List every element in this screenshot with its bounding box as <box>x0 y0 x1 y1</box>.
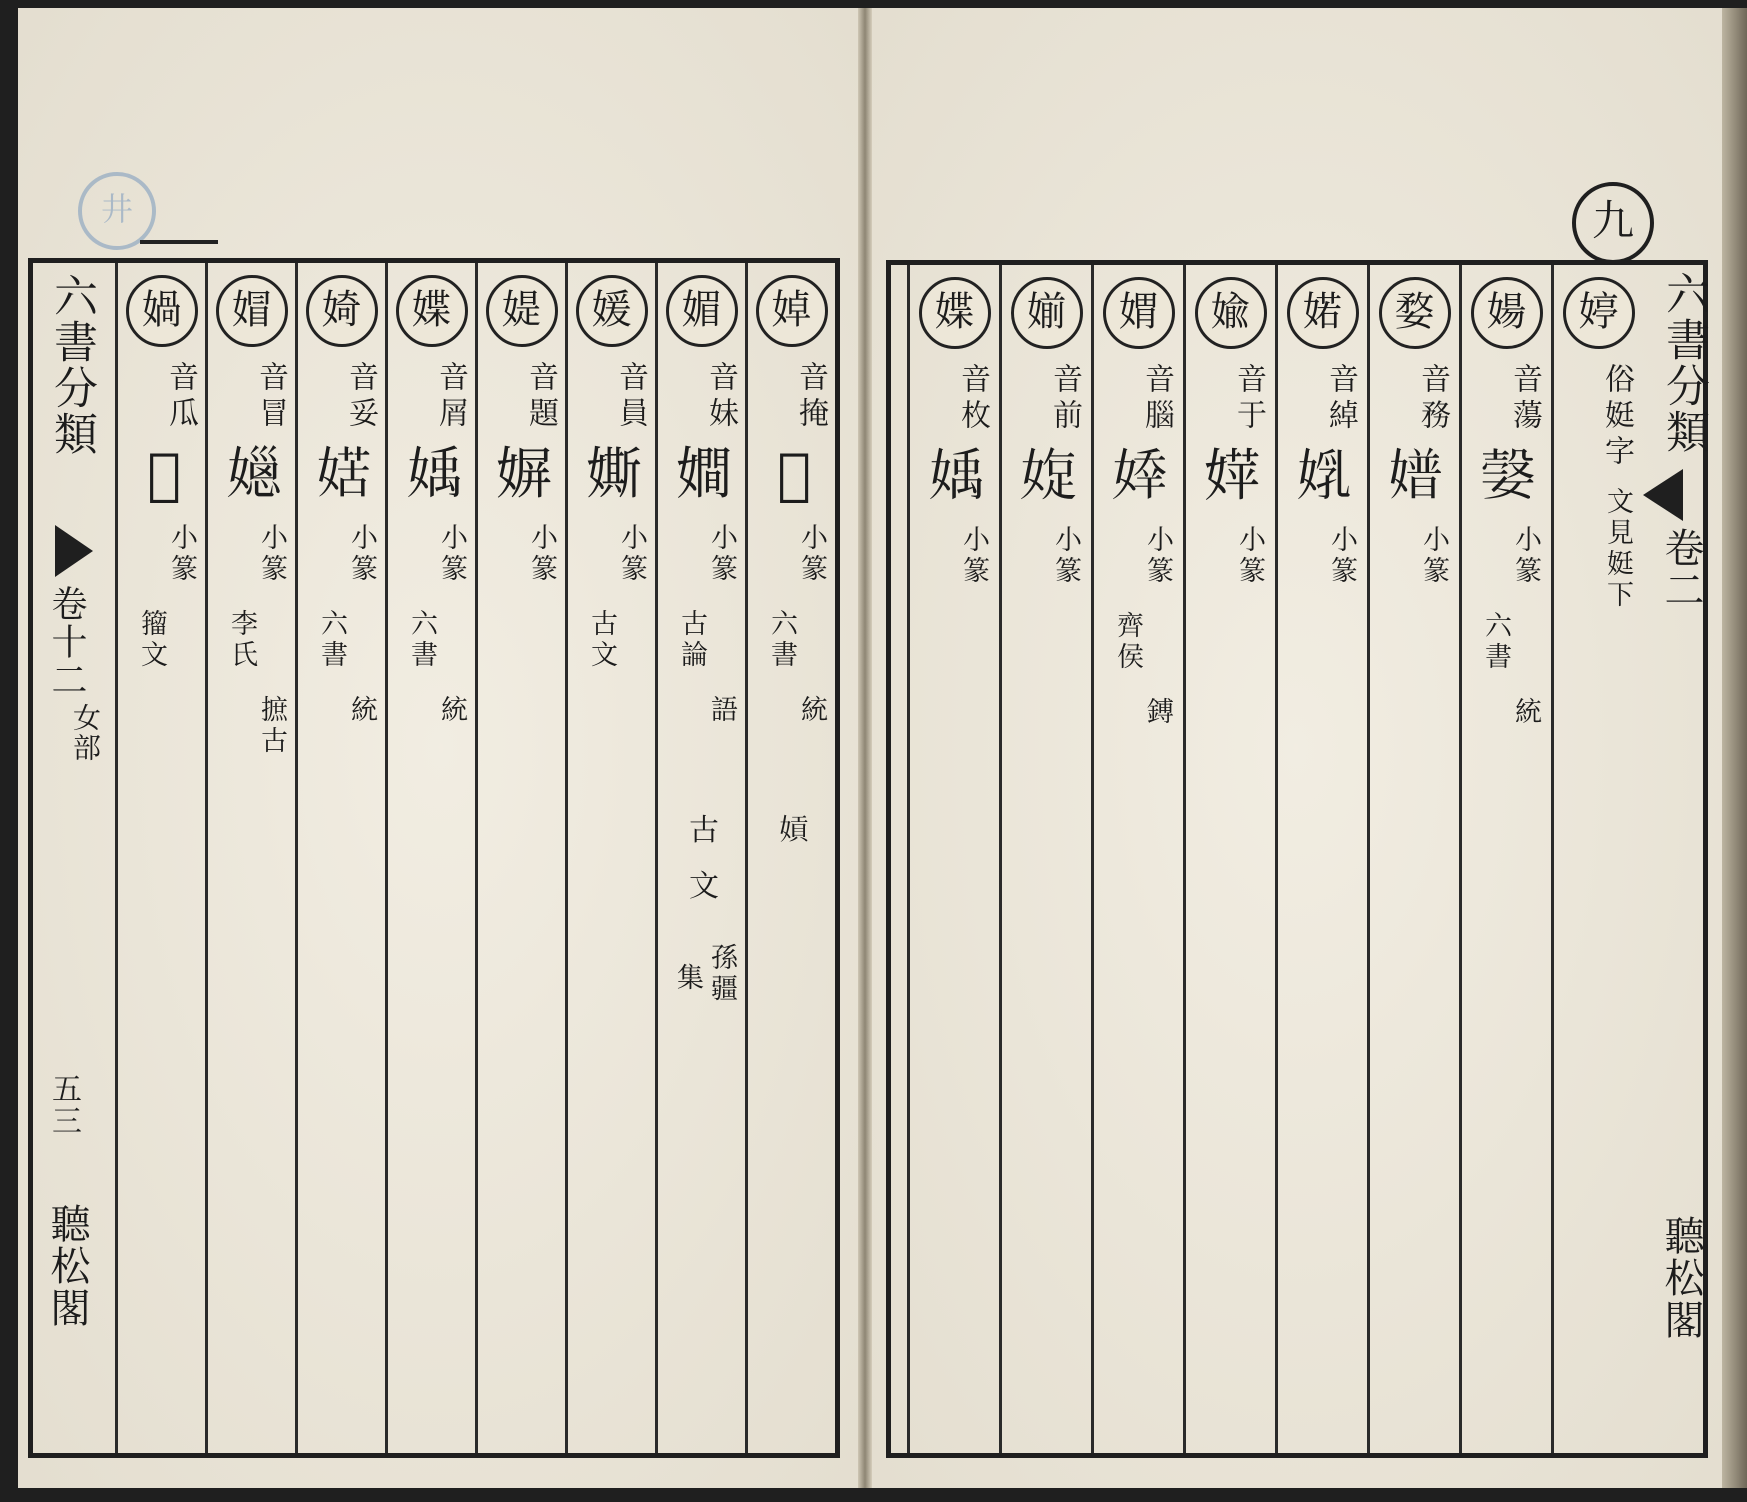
reading-annotation: 音妹 <box>703 361 738 433</box>
entry-column <box>907 265 999 1453</box>
source-note: 小篆 <box>1418 525 1449 587</box>
book-title-left: 六書分類 <box>46 273 97 457</box>
head-character-circle: 婾 <box>1195 277 1267 349</box>
source-note: 孫疆 <box>706 943 737 1005</box>
reading-annotation: 音屑 <box>433 361 468 433</box>
folio-left: 五三 <box>46 1073 81 1137</box>
entry-column <box>1091 265 1183 1453</box>
source-note: 古論 <box>676 609 707 671</box>
source-note: 鎛 <box>1142 697 1173 728</box>
head-character-circle: 婸 <box>1471 277 1543 349</box>
entry-column <box>999 265 1091 1453</box>
source-note: 小篆 <box>436 523 467 585</box>
seal-script-variant: 𡟫 <box>779 813 809 848</box>
seal-script-glyph: 𡞷 <box>777 442 811 507</box>
head-character-circle: 媟 <box>396 275 468 347</box>
entry-column <box>1367 265 1459 1453</box>
seal-script-glyph: 𡞯 <box>316 442 372 507</box>
reading-annotation: 音枚 <box>955 363 990 435</box>
reading-annotation: 俗娗字 <box>1599 363 1634 471</box>
book-title-right: 六書分類 <box>1658 271 1709 455</box>
page-edge <box>1722 8 1747 1488</box>
source-note: 六書 <box>766 609 797 671</box>
right-margin-column <box>1647 265 1709 1453</box>
source-note: 齊侯 <box>1112 611 1143 673</box>
entry-column <box>655 263 745 1453</box>
source-note: 小篆 <box>346 523 377 585</box>
fish-tail-mark-icon <box>55 525 93 577</box>
seal-script-variant: 古文 <box>689 813 719 904</box>
head-character-circle: 媢 <box>216 275 288 347</box>
seal-script-glyph: 𡝦 <box>1296 444 1352 509</box>
seal-script-glyph: 𡟥 <box>928 444 984 509</box>
entry-column <box>115 263 205 1453</box>
source-note: 籀文 <box>136 609 167 671</box>
entry-column <box>205 263 295 1453</box>
source-note: 六書 <box>406 609 437 671</box>
reading-annotation: 音員 <box>613 361 648 433</box>
source-note: 集 <box>672 963 703 994</box>
seal-script-glyph: 𡟐 <box>1020 444 1076 509</box>
source-note: 小篆 <box>526 523 557 585</box>
collection-stamp-icon: 井 <box>78 172 156 250</box>
entry-column <box>385 263 475 1453</box>
reading-annotation: 音妥 <box>343 361 378 433</box>
source-note: 李氏 <box>226 609 257 671</box>
volume-label-left: 卷十二 <box>46 585 87 699</box>
source-note: 文見娗下 <box>1602 487 1633 611</box>
source-note: 小篆 <box>1510 525 1541 587</box>
seal-script-glyph: 𡟧 <box>147 442 181 507</box>
reading-annotation: 音冒 <box>253 361 288 433</box>
head-character-circle: 婺 <box>1379 277 1451 349</box>
reading-annotation: 音綽 <box>1323 363 1358 435</box>
head-character-circle: 媊 <box>1011 277 1083 349</box>
entry-column <box>475 263 565 1453</box>
left-margin-column <box>33 263 102 1453</box>
source-note: 統 <box>346 695 377 726</box>
source-note: 統 <box>1510 697 1541 728</box>
source-note: 統 <box>436 695 467 726</box>
seal-script-glyph: 𡟡 <box>1112 444 1168 509</box>
entry-column <box>1183 265 1275 1453</box>
head-character-circle: 媦 <box>1103 277 1175 349</box>
right-text-frame <box>886 260 1708 1458</box>
head-character-circle: 媚 <box>666 275 738 347</box>
seal-script-glyph: 𡢃 <box>676 442 732 507</box>
reading-annotation: 音題 <box>523 361 558 433</box>
entry-column <box>745 263 835 1453</box>
source-note: 小篆 <box>958 525 989 587</box>
source-note: 小篆 <box>1050 525 1081 587</box>
head-character-circle: 婷 <box>1563 277 1635 349</box>
publisher-left: 聽松閣 <box>44 1203 90 1329</box>
seal-script-glyph: 𡟛 <box>496 442 552 507</box>
source-note: 小篆 <box>796 523 827 585</box>
publisher-right: 聽松閣 <box>1658 1215 1704 1341</box>
entry-column <box>295 263 385 1453</box>
head-character-circle: 媛 <box>576 275 648 347</box>
head-character-circle: 婼 <box>1287 277 1359 349</box>
top-rule <box>140 240 218 244</box>
head-character-circle: 婍 <box>306 275 378 347</box>
head-character-circle: 媟 <box>919 277 991 349</box>
reading-annotation: 音腦 <box>1139 363 1174 435</box>
source-note: 小篆 <box>1326 525 1357 587</box>
source-note: 語 <box>706 695 737 726</box>
seal-script-glyph: 𡢆 <box>226 442 282 507</box>
seal-script-glyph: 𡡝 <box>1388 444 1444 509</box>
entry-column <box>1459 265 1551 1453</box>
source-note: 小篆 <box>1234 525 1265 587</box>
seal-script-glyph: 𡠆 <box>1480 444 1536 509</box>
reading-annotation: 音瓜 <box>163 361 198 433</box>
fish-tail-mark-icon <box>1643 469 1683 521</box>
seal-script-glyph: 𡡒 <box>586 442 642 507</box>
entry-column <box>565 263 655 1453</box>
left-text-frame <box>28 258 840 1458</box>
source-note: 統 <box>796 695 827 726</box>
source-note: 小篆 <box>166 523 197 585</box>
reading-annotation: 音前 <box>1047 363 1082 435</box>
reading-annotation: 音蕩 <box>1507 363 1542 435</box>
page-number-circle: 九 <box>1572 182 1654 264</box>
volume-label-right: 卷二 <box>1658 527 1704 611</box>
source-note: 小篆 <box>256 523 287 585</box>
source-note: 小篆 <box>1142 525 1173 587</box>
reading-annotation: 音務 <box>1415 363 1450 435</box>
head-character-circle: 婥 <box>756 275 828 347</box>
book-gutter <box>858 8 872 1488</box>
source-note: 摭古 <box>256 695 287 757</box>
seal-script-glyph: 𡟥 <box>406 442 462 507</box>
source-note: 六書 <box>1480 611 1511 673</box>
seal-script-glyph: 𡞴 <box>1204 444 1260 509</box>
head-character-circle: 媞 <box>486 275 558 347</box>
source-note: 古文 <box>586 609 617 671</box>
entry-column <box>1551 265 1643 1453</box>
reading-annotation: 音掩 <box>793 361 828 433</box>
head-character-circle: 媧 <box>126 275 198 347</box>
source-note: 小篆 <box>706 523 737 585</box>
reading-annotation: 音于 <box>1231 363 1266 435</box>
entry-column <box>1275 265 1367 1453</box>
source-note: 六書 <box>316 609 347 671</box>
source-note: 小篆 <box>616 523 647 585</box>
radical-label: 女部 <box>69 703 102 763</box>
